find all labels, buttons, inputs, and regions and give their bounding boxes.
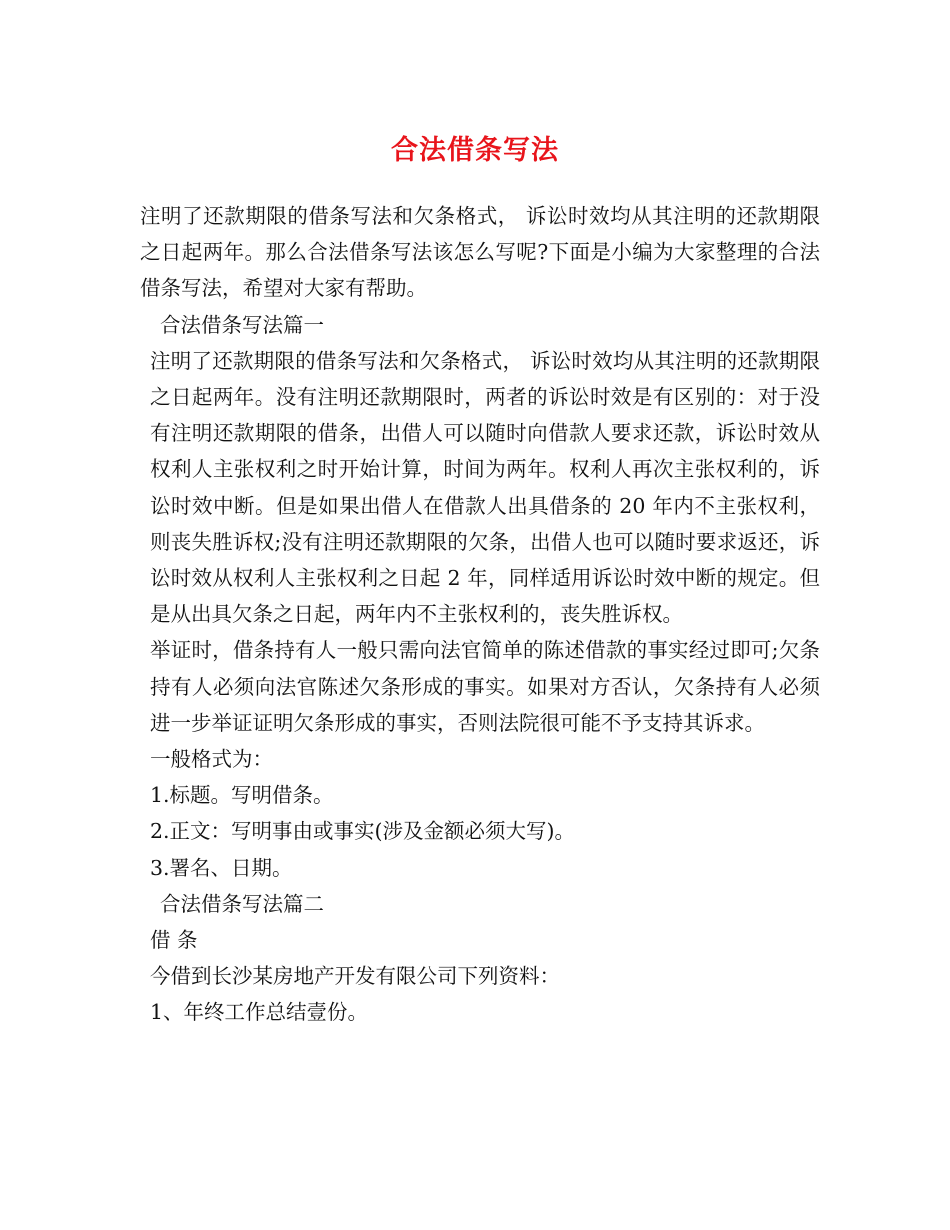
list-item: 1.标题。写明借条。	[150, 783, 334, 808]
body-paragraph: 注明了还款期限的借条写法和欠条格式， 诉讼时效均从其注明的还款期限之日起两年。没有注明还款期限时，两者的诉讼时效是有区别的：对于没有注明还款期限的借条，出借人可以随时向借款人要求还款，诉讼时效从权利人主张权利之时开始计算，时间为两年。权利人再次主张权利的，诉讼时效中断。但是如果出借人在借款人出具借条的 20 年内不主张权利，则丧失胜诉权;没有注明还款期限的欠条，出借人也可以随时要求返还，诉讼时效从权利人主张权利之日起 2 年，同样适用诉讼时效中断的规定。但是从出具欠条之日起，两年内不主张权利的，丧失胜诉权。	[150, 348, 820, 627]
list-item: 1、年终工作总结壹份。	[150, 1000, 369, 1025]
list-item: 2.正文：写明事由或事实(涉及金额必须大写)。	[150, 819, 576, 844]
section-heading-2: 合法借条写法篇二	[160, 891, 324, 916]
section-heading-1: 合法借条写法篇一	[160, 312, 324, 337]
document-title: 合法借条写法	[391, 135, 559, 166]
body-paragraph: 今借到长沙某房地产开发有限公司下列资料：	[150, 964, 560, 989]
list-item: 3.署名、日期。	[150, 855, 293, 880]
list-intro: 一般格式为：	[150, 747, 273, 772]
iou-heading: 借 条	[150, 928, 198, 953]
body-paragraph: 举证时，借条持有人一般只需向法官简单的陈述借款的事实经过即可;欠条持有人必须向法官陈述欠条形成的事实。如果对方否认，欠条持有人必须进一步举证证明欠条形成的事实，否则法院很可能不予支持其诉求。	[150, 638, 820, 735]
document-body	[140, 198, 820, 1031]
intro-paragraph: 注明了还款期限的借条写法和欠条格式， 诉讼时效均从其注明的还款期限之日起两年。那么合法借条写法该怎么写呢?下面是小编为大家整理的合法借条写法，希望对大家有帮助。	[140, 204, 820, 301]
